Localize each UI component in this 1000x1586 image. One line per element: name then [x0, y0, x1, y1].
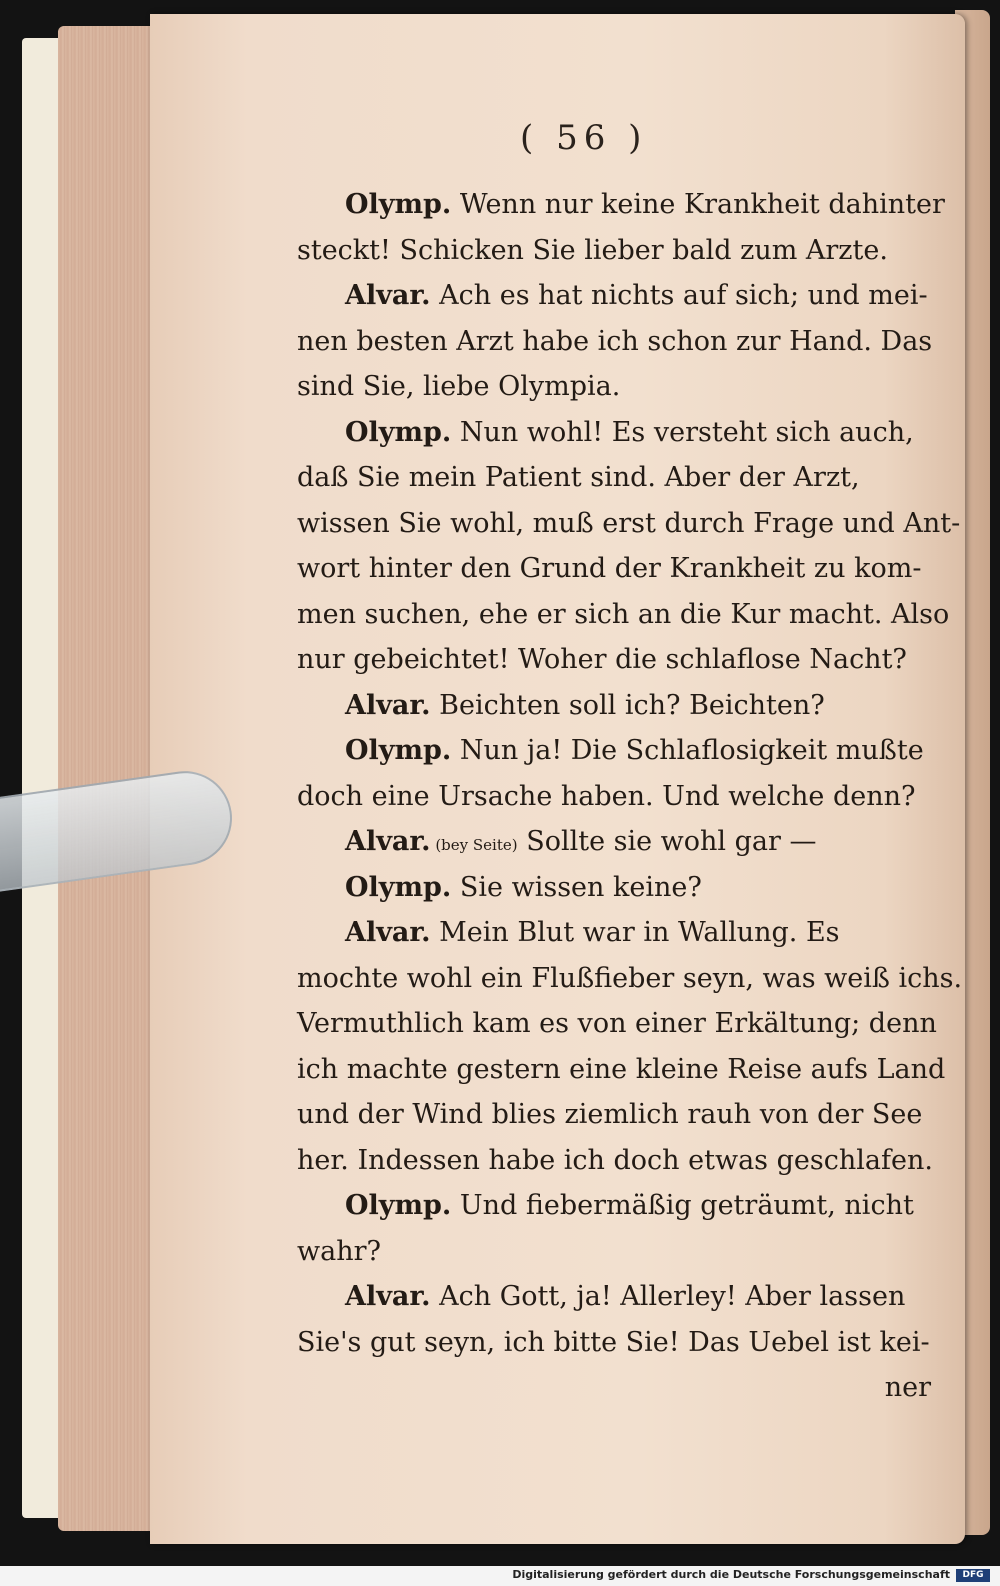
- text-line: [297, 819, 937, 865]
- page-text: [297, 182, 963, 1411]
- text-line: [297, 1183, 937, 1229]
- text-line: [297, 319, 937, 365]
- funding-notice: Digitalisierung gefördert durch die Deutsche Forschungsgemeinschaft: [512, 1568, 950, 1581]
- line-text: Ach es hat nichts auf sich; und mei-: [430, 280, 928, 311]
- line-text: her. Indessen habe ich doch etwas geschlafen.: [297, 1144, 933, 1176]
- text-line: [297, 865, 937, 911]
- line-text: Sie's gut seyn, ich bitte Sie! Das Uebel ist kei-: [297, 1326, 930, 1358]
- line-text: Sie wissen keine?: [451, 871, 702, 903]
- text-line: [297, 455, 937, 501]
- line-text: mochte wohl ein Flußfieber seyn, was weiß ichs.: [297, 962, 963, 994]
- text-line: [297, 410, 937, 456]
- line-text: Beichten soll ich? Beichten?: [430, 689, 825, 721]
- text-line: [297, 273, 937, 319]
- line-text: Vermuthlich kam es von einer Erkältung; denn: [297, 1008, 937, 1039]
- text-line: [297, 1092, 937, 1138]
- dfg-logo: DFG: [956, 1569, 990, 1582]
- text-line: [297, 637, 937, 683]
- line-text: daß Sie mein Patient sind. Aber der Arzt,: [297, 462, 860, 493]
- page-number: ( 56 ): [520, 118, 648, 158]
- line-text: Ach Gott, ja! Allerley! Aber lassen: [430, 1281, 906, 1312]
- text-line: [297, 1229, 937, 1275]
- text-line: [297, 956, 963, 1002]
- text-line: [297, 1047, 946, 1093]
- speaker-name: Olymp.: [345, 189, 452, 220]
- speaker-name: Alvar.: [345, 917, 431, 948]
- line-text: sind Sie, liebe Olympia.: [297, 371, 621, 402]
- text-line: [297, 1001, 937, 1047]
- text-line: [297, 1320, 937, 1366]
- text-line: [297, 774, 937, 820]
- line-text: Wenn nur keine Krankheit dahinter: [451, 189, 945, 220]
- catchword: ner: [884, 1372, 931, 1403]
- speaker-name: Olymp.: [345, 871, 452, 903]
- text-line: [297, 228, 937, 274]
- line-text: Und fiebermäßig geträumt, nicht: [451, 1190, 914, 1221]
- line-text: nur gebeichtet! Woher die schlaflose Nacht?: [297, 644, 907, 675]
- line-text: men suchen, ehe er sich an die Kur macht. Also: [297, 598, 950, 630]
- speaker-name: Alvar.: [345, 689, 431, 721]
- speaker-name: Olymp.: [345, 416, 452, 448]
- text-line: [297, 364, 937, 410]
- line-text: wort hinter den Grund der Krankheit zu kom-: [297, 553, 922, 584]
- speaker-name: Olymp.: [345, 735, 452, 766]
- speaker-name: Alvar.: [345, 826, 431, 857]
- line-text: ich machte gestern eine kleine Reise aufs Land: [297, 1053, 946, 1085]
- line-text: wissen Sie wohl, muß erst durch Frage und Ant-: [297, 507, 961, 539]
- footer-bar: [0, 1566, 1000, 1586]
- line-text: doch eine Ursache haben. Und welche denn?: [297, 780, 916, 812]
- line-text: Sollte sie wohl gar —: [517, 826, 817, 857]
- speaker-name: Alvar.: [345, 1281, 431, 1312]
- text-line: [297, 1138, 937, 1184]
- line-text: wahr?: [297, 1235, 381, 1267]
- line-text: Nun ja! Die Schlaflosigkeit mußte: [451, 735, 924, 766]
- text-line: [297, 546, 937, 592]
- text-line: [297, 592, 950, 638]
- text-line: [297, 1274, 937, 1320]
- text-line: [297, 501, 961, 547]
- line-text: und der Wind blies ziemlich rauh von der See: [297, 1099, 923, 1130]
- speaker-name: Olymp.: [345, 1190, 452, 1221]
- stage-direction: (bey Seite): [430, 836, 518, 854]
- text-line: [297, 182, 945, 228]
- line-text: Nun wohl! Es versteht sich auch,: [451, 416, 914, 448]
- text-line: [297, 683, 937, 729]
- text-line: [297, 910, 937, 956]
- line-text: nen besten Arzt habe ich schon zur Hand. Das: [297, 325, 933, 357]
- text-line: [297, 728, 937, 774]
- speaker-name: Alvar.: [345, 280, 431, 311]
- line-text: steckt! Schicken Sie lieber bald zum Arzte.: [297, 234, 888, 266]
- line-text: Mein Blut war in Wallung. Es: [430, 917, 840, 948]
